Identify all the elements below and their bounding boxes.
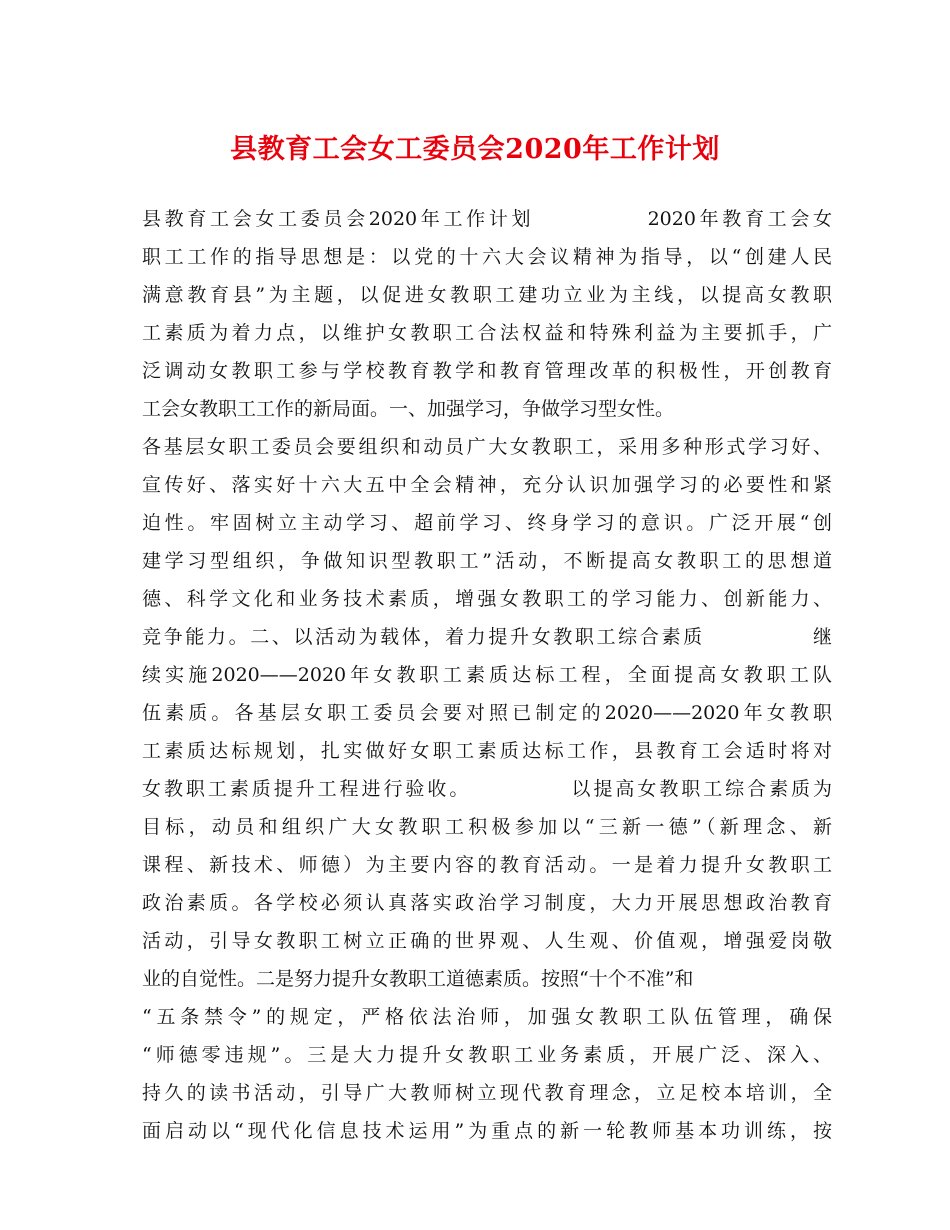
body-line: 迫性。牢固树立主动学习、超前学习、终身学习的意识。广泛开展“创	[142, 512, 832, 534]
body-line: 泛调动女教职工参与学校教育教学和教育管理改革的积极性，开创教育	[142, 360, 832, 382]
body-line: 目标，动员和组织广大女教职工积极参加以“三新一德”（新理念、新	[142, 816, 832, 838]
body-line: 活动，引导女教职工树立正确的世界观、人生观、价值观，增强爱岗敬	[142, 930, 832, 952]
body-line: 各基层女职工委员会要组织和动员广大女教职工，采用多种形式学习好、	[142, 436, 832, 458]
body-line: 业的自觉性。二是努力提升女教职工道德素质。按照“十个不准”和	[142, 968, 694, 990]
body-line: 满意教育县”为主题，以促进女教职工建功立业为主线，以提高女教职	[142, 284, 832, 306]
body-line: 工素质为着力点，以维护女教职工合法权益和特殊利益为主要抓手，广	[142, 322, 832, 344]
document-body	[142, 200, 832, 1150]
body-line: 持久的读书活动，引导广大教师树立现代教育理念，立足校本培训，全	[142, 1082, 832, 1104]
body-line: 政治素质。各学校必须认真落实政治学习制度，大力开展思想政治教育	[142, 892, 832, 914]
body-line: “五条禁令”的规定，严格依法治师，加强女教职工队伍管理，确保	[142, 1006, 832, 1028]
body-line: 建学习型组织，争做知识型教职工”活动，不断提高女教职工的思想道	[142, 550, 832, 572]
body-line: “师德零违规”。三是大力提升女教职工业务素质，开展广泛、深入、	[142, 1044, 832, 1066]
body-line: 工素质达标规划，扎实做好女职工素质达标工作，县教育工会适时将对	[142, 740, 832, 762]
body-line: 宣传好、落实好十六大五中全会精神，充分认识加强学习的必要性和紧	[142, 474, 832, 496]
body-line: 面启动以“现代化信息技术运用”为重点的新一轮教师基本功训练，按	[142, 1120, 832, 1142]
body-line: 伍素质。各基层女职工委员会要对照已制定的2020——2020年女教职	[142, 702, 832, 724]
body-line: 女教职工素质提升工程进行验收。 以提高女教职工综合素质为	[142, 778, 832, 800]
body-line: 工会女教职工工作的新局面。一、加强学习，争做学习型女性。	[142, 398, 675, 420]
body-line: 县教育工会女工委员会2020年工作计划 2020年教育工会女	[142, 208, 832, 230]
body-line: 职工工作的指导思想是：以党的十六大会议精神为指导，以“创建人民	[142, 246, 832, 268]
body-line: 课程、新技术、师德）为主要内容的教育活动。一是着力提升女教职工	[142, 854, 832, 876]
body-line: 竞争能力。二、以活动为载体，着力提升女教职工综合素质 继	[142, 626, 832, 648]
document-title: 县教育工会女工委员会2020年工作计划	[230, 134, 720, 165]
body-line: 续实施2020——2020年女教职工素质达标工程，全面提高女教职工队	[142, 664, 832, 686]
body-line: 德、科学文化和业务技术素质，增强女教职工的学习能力、创新能力、	[142, 588, 832, 610]
